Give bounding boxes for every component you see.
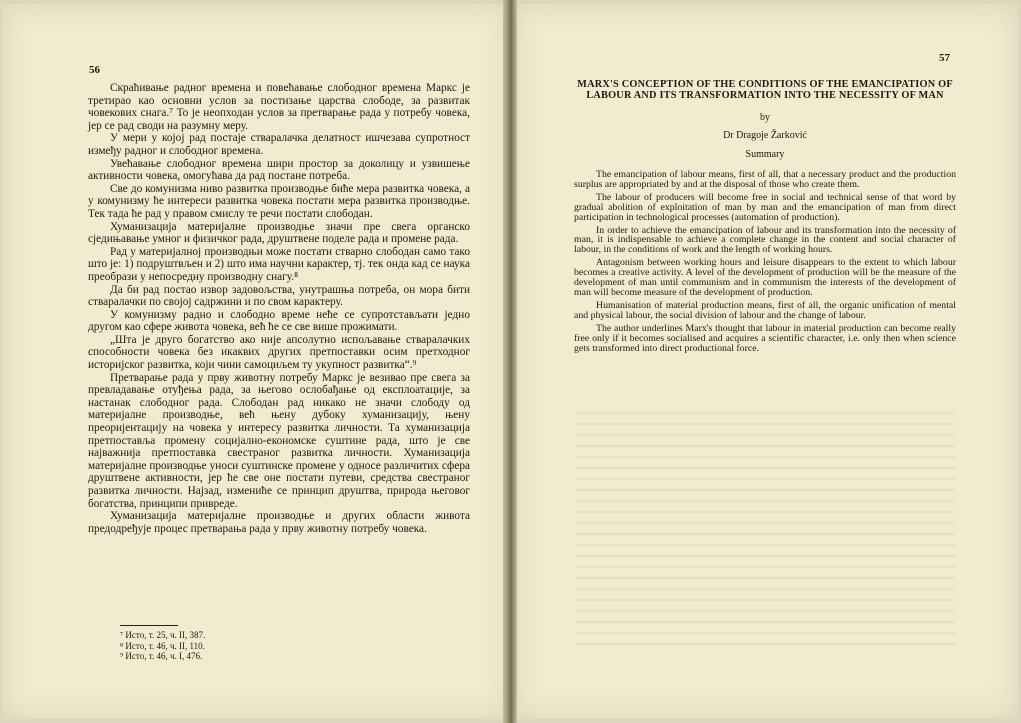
paragraph: Хуманизација материјалне производње и других области живота предодређује процес претварања рада у прву животну потребу човека. xyxy=(88,510,470,535)
byline-by: by xyxy=(760,112,770,123)
quotation-paragraph: „Шта је друго богатство ако није апсолутно испољавање стваралачких способности човека без икаквих других претпоставки осим претходног историјског развитка, који чини самоциљем ту укупност развитка“.⁹ xyxy=(88,333,470,372)
bleed-through-text xyxy=(575,405,955,650)
footnote: ⁹ Исто, т. 46, ч. I, 476. xyxy=(120,651,203,661)
summary-body xyxy=(574,170,956,356)
article-title: MARX'S CONCEPTION OF THE CONDITIONS OF THE EMANCIPATION OF LABOUR AND ITS TRANSFORMATION INTO THE NECESSITY OF MAN xyxy=(577,79,953,101)
paragraph: Humanisation of material production means, first of all, the organic unification of mental and physical labour, the social division of labour and the change of labour. xyxy=(574,299,956,321)
paragraph: Претварање рада у прву животну потребу Маркс је везивао пре свега за превладавање отуђења рада, за његово ослобађање од експлоатације, за настанак слободног рада. Слободан рад никако не значи слободу од материјалне производње, већ њену дубоку хуманизацију, њену преоријентацију на човека у интересу развитка личности. Та хуманизација претпоставља промену социјално-економске суштине рада, што је све најважнија претпоставка свестраног развитка личности. Хуманизација материјалне производње уноси суштинске промене у односе различитих сфера друштвене активности, јер ће све оне постати путеви, средства свестраног развитка личности. Најзад, измениће се принцип друштва, природа његовог богатства, принципи привреде. xyxy=(88,371,470,510)
paragraph: The emancipation of labour means, first of all, that a necessary product and the production surplus are appropriated by and at the disposal of those who create them. xyxy=(574,169,956,190)
footnotes xyxy=(120,630,205,662)
paragraph: Antagonism between working hours and leisure disappears to the extent to which labour becomes a creative activity. A level of the development of production will be the measure of the development of man until communism and in communism the interests of the development of man will become measure of the development of production. xyxy=(574,257,956,298)
paragraph: Рад у материјалној производњи може постати стварно слободан само тако што је: 1) подруштвљен и 2) што има научни карактер, тј. тек онда кад се наука преобрази у непосредну производну снагу.⁸ xyxy=(88,245,470,283)
paragraph: Скраћивање радног времена и повећавање слободног времена Маркс је третирао као основни услов за постизање царства слободе, за развитак човекових снага.⁷ То је неопходан услов за претварање рада у потребу човека, јер се рад своди на разумну меру. xyxy=(88,82,470,132)
paragraph: The author underlines Marx's thought that labour in material production can become really free only if it becomes socialised and acquires a scientific character, i.e. only then when science gets transformed into direct productional force. xyxy=(574,322,956,354)
footnote-rule xyxy=(120,625,178,626)
paragraph: Хуманизација материјалне производње значи пре свега органско сједињавање умног и физичког рада, друштвене поделе рада и промене рада. xyxy=(88,220,470,246)
paragraph: У комунизму радно и слободно време неће се супротстављати једно другом као сфере живота човека, већ ће се све више прожимати. xyxy=(88,308,470,334)
paragraph: The labour of producers will become free in social and technical sense of that word by gradual abolition of exploitation of man by man and the emancipation of man from direct participation in technological processes (automation of production). xyxy=(574,191,956,223)
summary-heading: Summary xyxy=(745,149,785,160)
paragraph: In order to achieve the emancipation of labour and its transformation into the necessity of man, it is indispensable to achieve a complete change in the content and social character of labour, in the conditions of work and the length of working hours. xyxy=(574,224,956,256)
author-name: Dr Dragoje Žarković xyxy=(723,130,807,141)
paragraph: Да би рад постао извор задовољства, унутрашња потреба, он мора бити стваралачки по својој садржини и по свом карактеру. xyxy=(88,283,470,309)
left-page-number: 56 xyxy=(89,64,100,76)
paragraph: Увећавање слободног времена шири простор за доколицу и узвишење активности човека, омогућава да рад постане потреба. xyxy=(88,157,470,183)
footnote: ⁸ Исто, т. 46, ч. II, 110. xyxy=(120,640,205,651)
left-page-body xyxy=(88,82,470,535)
right-page-number: 57 xyxy=(939,52,950,64)
paragraph: У мери у којој рад постаје стваралачка делатност ишчезава супротност између радног и слободног времена. xyxy=(88,132,470,157)
paragraph: Све до комунизма ниво развитка производње биће мера развитка човека, а у комунизму ће интереси развитка човека постати мера развитка производње. Тек тада ће рад у правом смислу те речи постати слободан. xyxy=(88,182,470,220)
book-gutter xyxy=(503,0,517,723)
footnote: ⁷ Исто, т. 25, ч. II, 387. xyxy=(120,630,206,640)
